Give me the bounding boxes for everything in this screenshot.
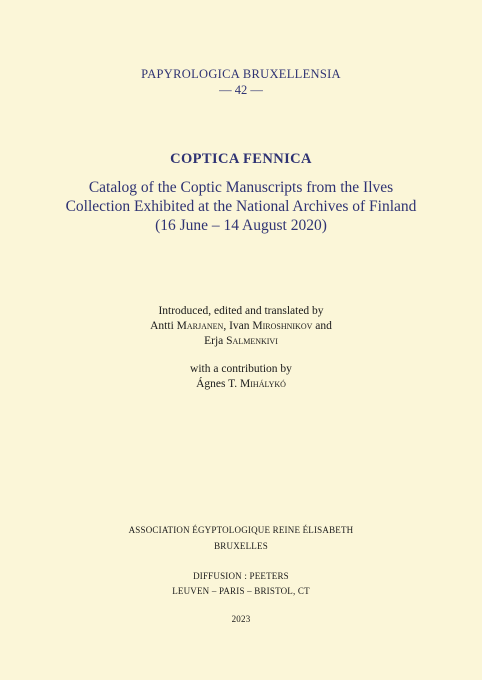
editors-line-2	[0, 336, 482, 348]
separator: ,	[223, 320, 230, 332]
publication-year: 2023	[231, 614, 251, 624]
subtitle-line-1: Catalog of the Coptic Manuscripts from the Ilves	[88, 179, 394, 196]
distributor: DIFFUSION : PEETERS	[193, 571, 289, 581]
publisher-name: ASSOCIATION ÉGYPTOLOGIQUE REINE ÉLISABETH	[128, 525, 354, 535]
series-number: — 42 —	[219, 83, 263, 97]
author-last-name: Marjanen	[176, 320, 224, 332]
series-name: PAPYROLOGICA BRUXELLENSIA	[141, 67, 341, 81]
author-first-name: Erja	[204, 335, 227, 347]
author-first-name: Antti	[150, 320, 177, 332]
author-last-name: Salmenkivi	[226, 335, 278, 347]
contributor-line	[0, 379, 482, 391]
contribution-intro: with a contribution by	[190, 363, 292, 375]
editors-line-1	[0, 321, 482, 333]
subtitle-line-3: (16 June – 14 August 2020)	[155, 217, 327, 234]
contributor-last-name: Mihálykó	[240, 378, 286, 390]
contributor-first-name: Ágnes T.	[196, 378, 241, 390]
publisher-city: BRUXELLES	[214, 541, 268, 551]
author-first-name: Ivan	[229, 320, 253, 332]
book-title: COPTICA FENNICA	[170, 151, 312, 167]
distributor-places: LEUVEN – PARIS – BRISTOL, CT	[172, 586, 310, 596]
editors-intro: Introduced, edited and translated by	[158, 305, 324, 317]
subtitle-line-2: Collection Exhibited at the National Archives of Finland	[65, 198, 417, 215]
conjunction: and	[312, 320, 332, 332]
author-last-name: Miroshnikov	[252, 320, 313, 332]
